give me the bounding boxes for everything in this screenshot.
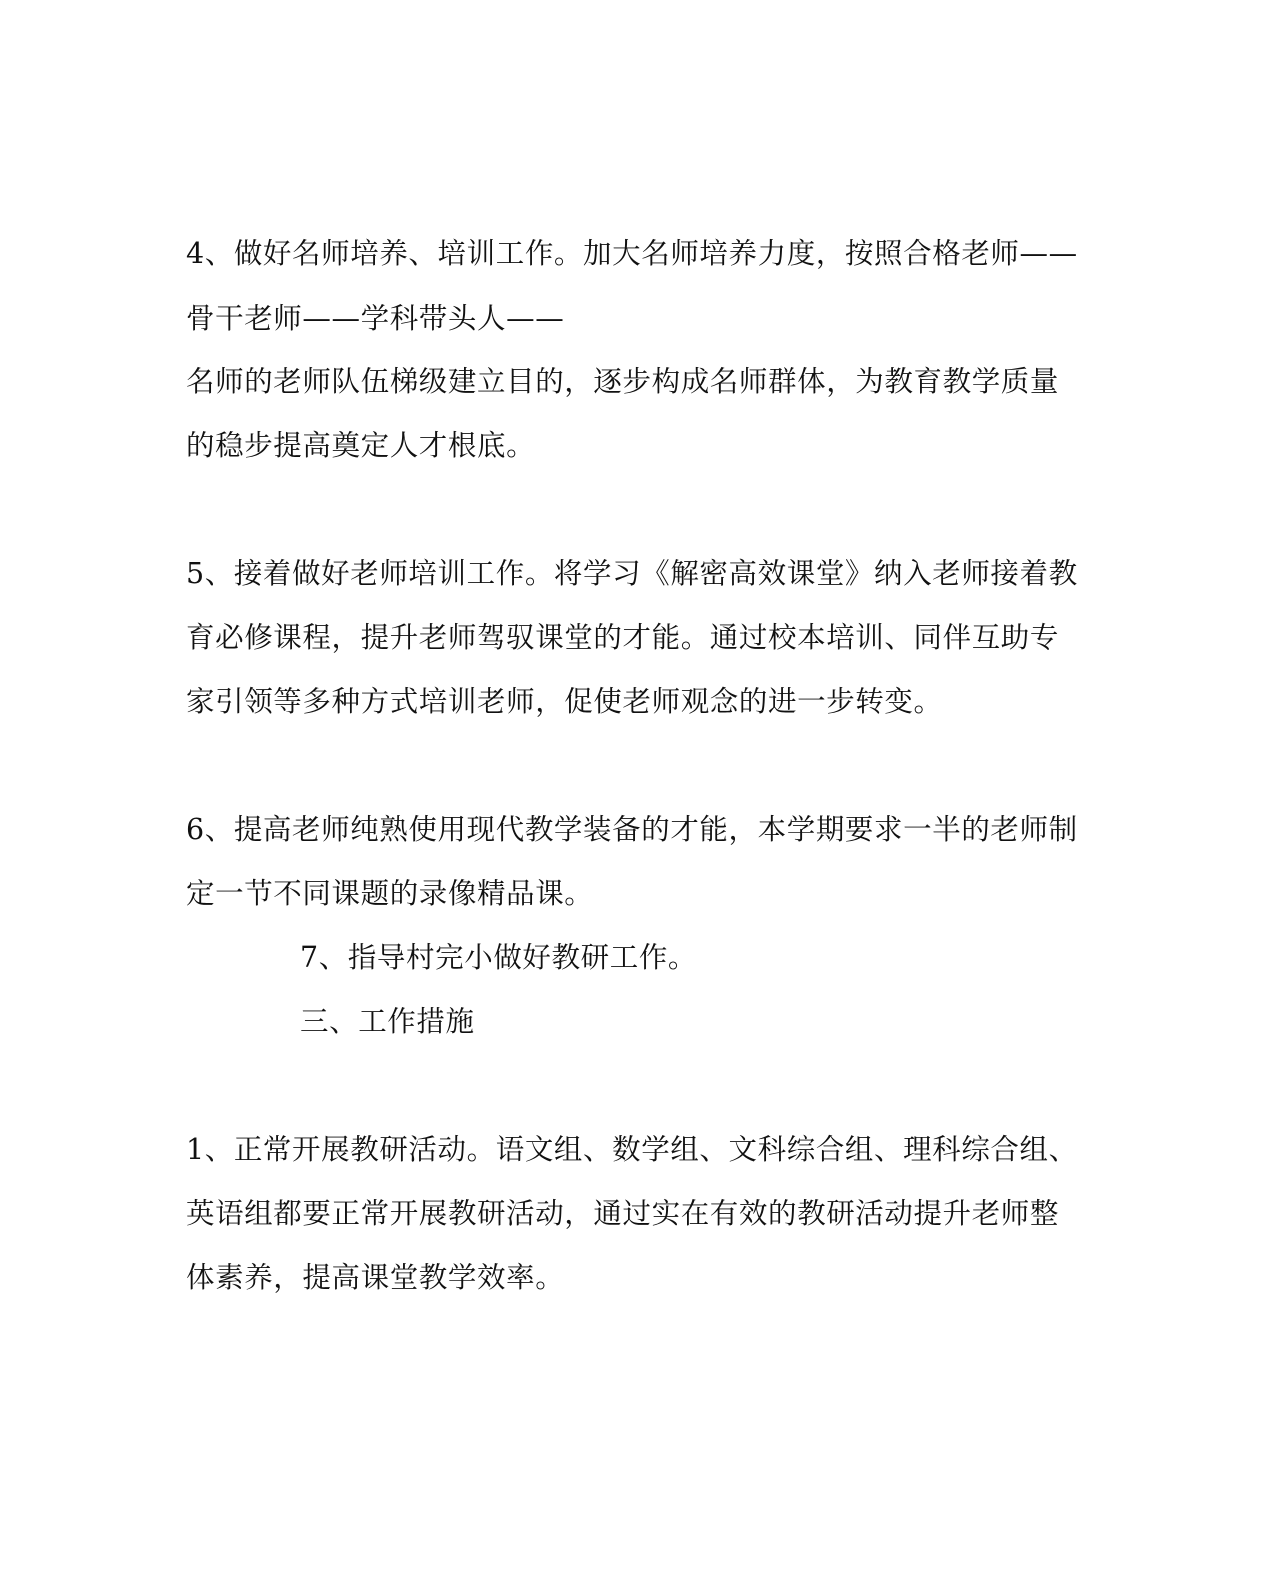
text-line: 定一节不同课题的录像精品课。 [186, 877, 594, 910]
text-line: 骨干老师——学科带头人—— [186, 302, 565, 335]
text-line: 育必修课程，提升老师驾驭课堂的才能。通过校本培训、同伴互助专 [186, 621, 1060, 654]
text-line: 家引领等多种方式培训老师，促使老师观念的进一步转变。 [186, 685, 943, 718]
text-line: 5、接着做好老师培训工作。将学习《解密高效课堂》纳入老师接着教 [186, 557, 1078, 590]
text-line: 6、提高老师纯熟使用现代教学装备的才能，本学期要求一半的老师制 [186, 813, 1078, 846]
text-line: 名师的老师队伍梯级建立目的，逐步构成名师群体，为教育教学质量 [186, 365, 1060, 398]
text-line: 体素养，提高课堂教学效率。 [186, 1261, 565, 1294]
text-line: 英语组都要正常开展教研活动，通过实在有效的教研活动提升老师整 [186, 1197, 1060, 1230]
text-line: 7、指导村完小做好教研工作。 [300, 941, 698, 974]
text-line: 4、做好名师培养、培训工作。加大名师培养力度，按照合格老师—— [186, 237, 1078, 270]
text-line: 的稳步提高奠定人才根底。 [186, 429, 536, 462]
heading-text: 三、工作措施 [300, 1005, 475, 1038]
text-line: 1、正常开展教研活动。语文组、数学组、文科综合组、理科综合组、 [186, 1133, 1078, 1166]
